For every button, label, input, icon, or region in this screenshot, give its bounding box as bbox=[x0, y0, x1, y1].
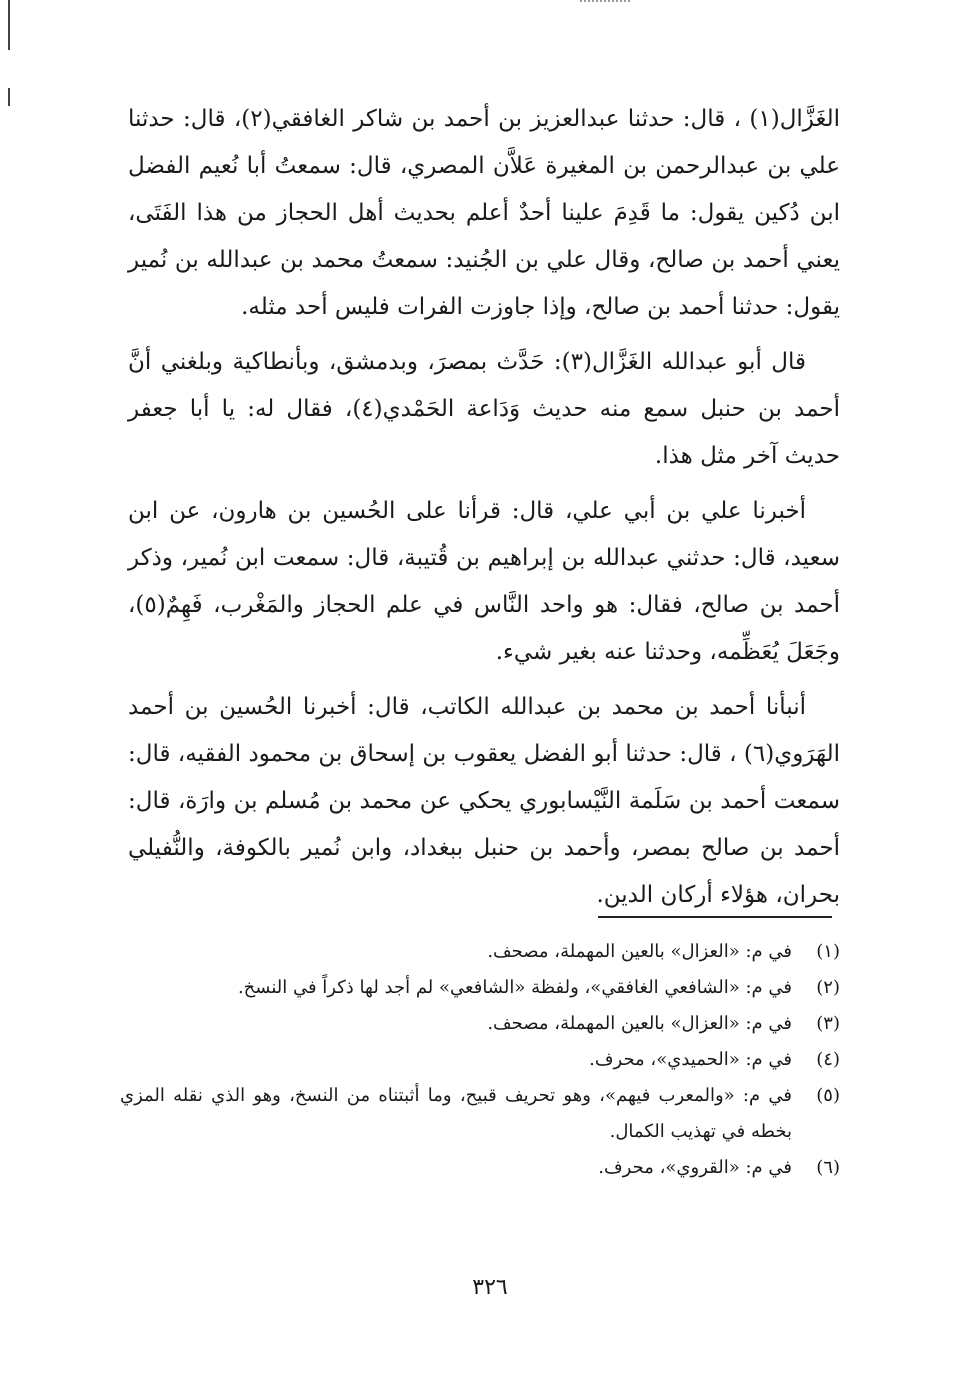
footnote-6 bbox=[120, 1150, 840, 1186]
footnote-number: (٥) bbox=[816, 1085, 840, 1106]
scan-edge-line-lower bbox=[8, 88, 10, 106]
footnotes bbox=[120, 934, 840, 1186]
footnote-number: (٦) bbox=[816, 1157, 840, 1178]
footnote-5 bbox=[120, 1078, 840, 1150]
footnote-3 bbox=[120, 1006, 840, 1042]
scan-top-mark bbox=[580, 0, 630, 2]
footnote-text: في م: «الحميدي»، محرف. bbox=[589, 1049, 792, 1070]
footnote-text: في م: «العزال» بالعين المهملة، مصحف. bbox=[487, 1013, 792, 1034]
footnote-number: (٣) bbox=[816, 1013, 840, 1034]
paragraph-2: قال أبو عبدالله الغَزَّال(٣): حَدَّث بمصرَ، وبدمشق، وبأنطاكية وبلغني أنَّ أحمد بن حنبل سمع منه حديث وَدَاعة الحَمْدي(٤)، فقال له: يا أبا جعفر حديث آخر مثل هذا. bbox=[128, 349, 840, 469]
footnote-text: في م: «القروي»، محرف. bbox=[598, 1157, 792, 1178]
page-number: ٣٢٦ bbox=[472, 1275, 508, 1300]
main-text bbox=[128, 96, 840, 927]
footnote-1 bbox=[120, 934, 840, 970]
footnote-number: (٤) bbox=[816, 1049, 840, 1070]
footnote-number: (٢) bbox=[816, 977, 840, 998]
footnote-2 bbox=[120, 970, 840, 1006]
footnote-divider bbox=[598, 916, 832, 918]
paragraph-1: الغَزَّال(١) ، قال: حدثنا عبدالعزيز بن أحمد بن شاكر الغافقي(٢)، قال: حدثنا علي بن عبدالرحمن بن المغيرة عَلاَّن المصري، قال: سمعتُ أبا نُعيم الفضل ابن دُكين يقول: ما قَدِمَ علينا أحدٌ أعلم بحديث أهل الحجاز من هذا الفَتَى، يعني أحمد بن صالح، وقال علي بن الجُنيد: سمعتُ محمد بن عبدالله بن نُمير يقول: حدثنا أحمد بن صالح، وإذا جاوزت الفرات فليس أحد مثله. bbox=[128, 106, 840, 320]
paragraph-4: أنبأنا أحمد بن محمد بن عبدالله الكاتب، قال: أخبرنا الحُسين بن أحمد الهَرَوي(٦) ، قال: حدثنا أبو الفضل يعقوب بن إسحاق بن محمود الفقيه، قال: سمعت أحمد بن سَلَمة النَّيْسابوري يحكي عن محمد بن مُسلم بن وارَة، قال: أحمد بن صالح بمصر، وأحمد بن حنبل ببغداد، وابن نُمير بالكوفة، والنُّفيلي بحران، هؤلاء أركان الدين. bbox=[128, 694, 840, 908]
paragraph-3: أخبرنا علي بن أبي علي، قال: قرأنا على الحُسين بن هارون، عن ابن سعيد، قال: حدثني عبدالله بن إبراهيم بن قُتيبة، قال: سمعت ابن نُمير، وذكر أحمد بن صالح، فقال: هو واحد النَّاس في علم الحجاز والمَغْرب، فَهِمٌ(٥)، وجَعَلَ يُعَظِّمه، وحدثنا عنه بغير شيء. bbox=[128, 498, 840, 665]
footnote-4 bbox=[120, 1042, 840, 1078]
footnote-text: في م: «والمعرب فيهم»، وهو تحريف قبيح، وما أثبتناه من النسخ، وهو الذي نقله المزي بخطه في تهذيب الكمال. bbox=[120, 1085, 792, 1142]
footnote-text: في م: «الشافعي الغافقي»، ولفظة «الشافعي» لم أجد لها ذكراً في النسخ. bbox=[237, 977, 792, 998]
scan-edge-line bbox=[8, 0, 10, 50]
footnote-text: في م: «العزال» بالعين المهملة، مصحف. bbox=[487, 941, 792, 962]
footnote-number: (١) bbox=[816, 941, 840, 962]
